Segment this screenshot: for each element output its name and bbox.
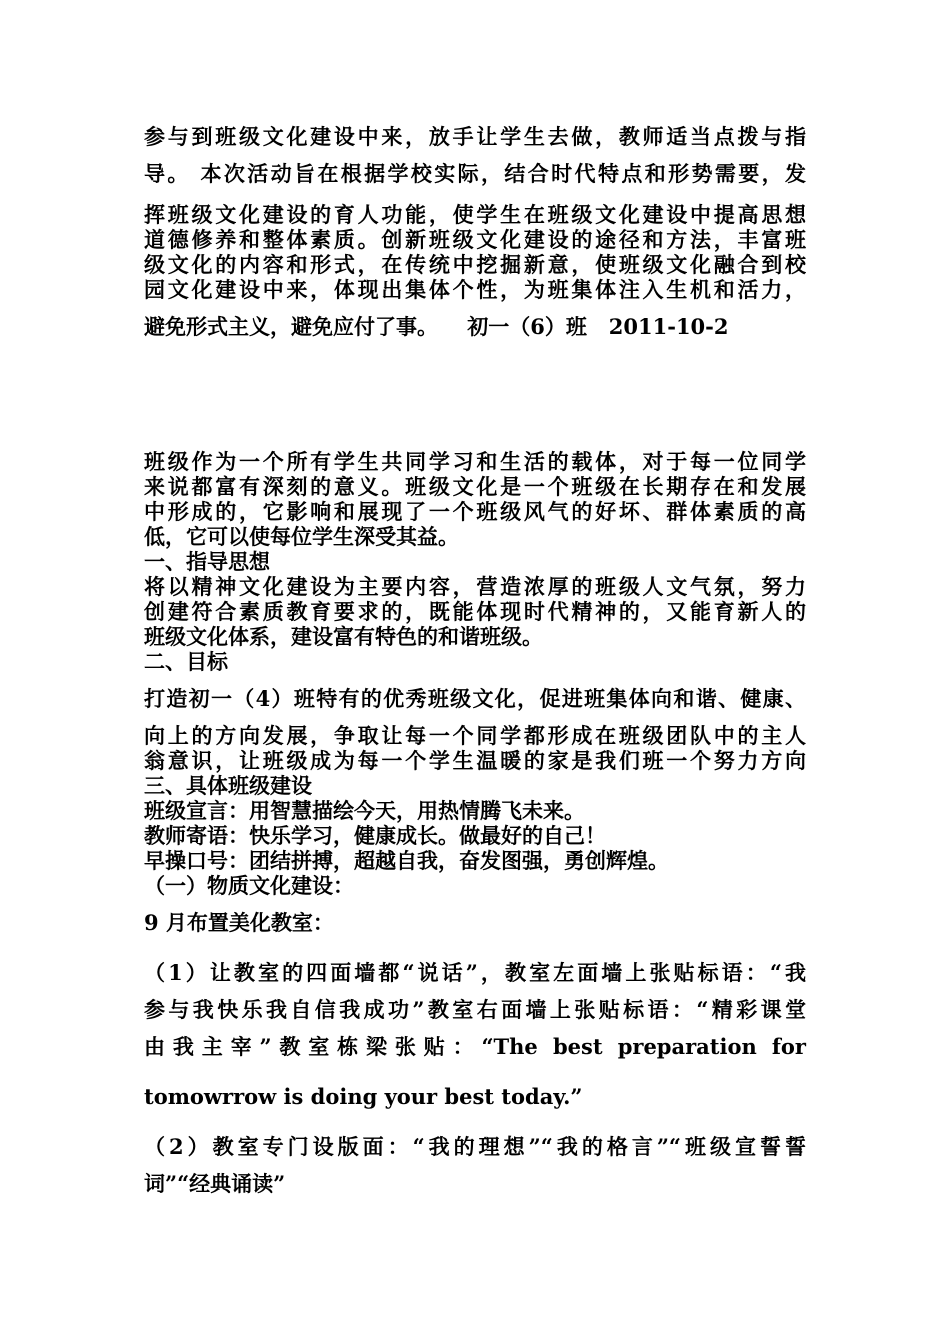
paragraph-line: 挥班级文化建设的育人功能，使学生在班级文化建设中提高思想 <box>144 202 806 227</box>
paragraph-line: 由我主宰”教室栋梁张贴：“The best preparation for <box>144 1034 806 1059</box>
paragraph-line: 道德修养和整体素质。创新班级文化建设的途径和方法，丰富班 <box>144 227 806 252</box>
paragraph-line: 班级宣言：用智慧描绘今天，用热情腾飞未来。 <box>144 798 585 823</box>
paragraph-line: 导。 本次活动旨在根据学校实际，结合时代特点和形势需要，发 <box>144 161 806 186</box>
signature-line: 避免形式主义，避免应付了事。 初一（6）班 2011-10-2 <box>144 314 729 339</box>
paragraph-line: 词”“经典诵读” <box>144 1171 286 1196</box>
paragraph-line: tomowrrow is doing your best today.” <box>144 1084 583 1109</box>
paragraph-line: 打造初一（4）班特有的优秀班级文化，促进班集体向和谐、健康、 <box>144 686 806 711</box>
paragraph-line: 低，它可以使每位学生深受其益。 <box>144 524 459 549</box>
paragraph-line: （2）教室专门设版面：“我的理想”“我的格言”“班级宣誓誓 <box>144 1134 806 1159</box>
paragraph-line: 创建符合素质教育要求的，既能体现时代精神的，又能育新人的 <box>144 599 806 624</box>
paragraph-line: 中形成的，它影响和展现了一个班级风气的好坏、群体素质的高 <box>144 499 806 524</box>
paragraph-line: 班级作为一个所有学生共同学习和生活的载体，对于每一位同学 <box>144 449 806 474</box>
paragraph-line: 参与到班级文化建设中来，放手让学生去做，教师适当点拨与指 <box>144 124 806 149</box>
section-heading: 一、指导思想 <box>144 549 270 574</box>
paragraph-line: （1）让教室的四面墙都“说话”，教室左面墙上张贴标语：“我 <box>144 960 806 985</box>
paragraph-line: 班级文化体系，建设富有特色的和谐班级。 <box>144 624 543 649</box>
section-heading: 二、目标 <box>144 649 228 674</box>
paragraph-line: 教师寄语：快乐学习，健康成长。做最好的自己！ <box>144 823 606 848</box>
section-heading: （一）物质文化建设： <box>144 873 354 898</box>
paragraph-line: 级文化的内容和形式，在传统中挖掘新意，使班级文化融合到校 <box>144 252 806 277</box>
paragraph-line: 园文化建设中来，体现出集体个性，为班集体注入生机和活力， <box>144 277 806 302</box>
paragraph-line: 参与我快乐我自信我成功”教室右面墙上张贴标语：“精彩课堂 <box>144 997 806 1022</box>
paragraph-line: 将以精神文化建设为主要内容，营造浓厚的班级人文气氛，努力 <box>144 574 806 599</box>
section-heading: 三、具体班级建设 <box>144 773 312 798</box>
paragraph-line: 早操口号：团结拼搏，超越自我，奋发图强，勇创辉煌。 <box>144 848 669 873</box>
paragraph-line: 翁意识，让班级成为每一个学生温暖的家是我们班一个努力方向 <box>144 748 806 773</box>
paragraph-line: 来说都富有深刻的意义。班级文化是一个班级在长期存在和发展 <box>144 474 806 499</box>
paragraph-line: 9 月布置美化教室： <box>144 910 334 935</box>
paragraph-line: 向上的方向发展，争取让每一个同学都形成在班级团队中的主人 <box>144 723 806 748</box>
